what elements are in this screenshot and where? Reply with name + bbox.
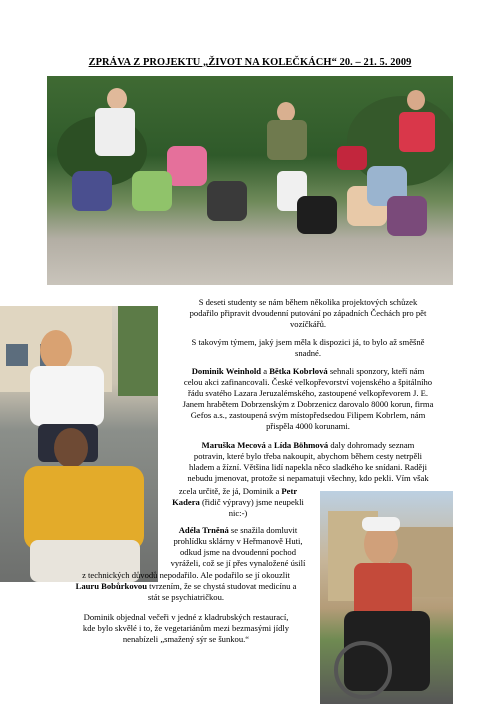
group-photo xyxy=(47,76,453,285)
text-p5-line1 xyxy=(158,525,318,536)
name-adela-trnena: Adéla Trněná xyxy=(178,525,229,535)
text-p3-line4: Janem hrabětem Dobrzenským z Dobrzenicz darovalo 8000 korun, firma xyxy=(182,399,434,409)
text-p4-line4: nebudu jmenovat, protože si nepamatuji všechny, kdo pekli. Vím však xyxy=(187,473,429,483)
text-and-2: a xyxy=(265,440,274,450)
text-p4-rest: daly dohromady seznam xyxy=(328,440,415,450)
text-p3-rest: sehnali sponzory, kteří nám xyxy=(327,366,425,376)
name-lida-bohmova: Lída Böhmová xyxy=(273,440,329,450)
text-p3-line5: Gefos a.s., zastoupená svým místopředsedou Filipem Kobrlem, nám xyxy=(190,410,426,420)
page-title: ZPRÁVA Z PROJEKTU „ŽIVOT NA KOLEČKÁCH“ 20. – 21. 5. 2009 xyxy=(88,57,412,68)
wheelchair-photo-right xyxy=(320,491,453,704)
text-p1-line1: S deseti studenty se nám během několika projektových schůzek xyxy=(198,297,418,307)
text-p4-line6 xyxy=(158,497,318,508)
text-p4-line5 xyxy=(158,486,318,497)
name-kadera: Kadera xyxy=(172,497,200,507)
text-p5-l1: se snažila domluvit xyxy=(228,525,298,535)
text-p2-line1: S takovým týmem, jaký jsem měla k dispozici já, to bylo až směšně xyxy=(191,337,425,347)
text-p5-l6: tvrzením, že se chystá studovat medicínu a xyxy=(147,581,297,591)
name-dominik-weinhold: Dominik Weinhold xyxy=(191,366,262,376)
text-p4-line2: potravin, které bylo třeba nakoupit, abychom během cesty netrpěli xyxy=(193,451,423,461)
text-p5-line2: prohlídku sklárny v Heřmanově Huti, xyxy=(173,536,303,546)
text-p1-line2: podařilo připravit dvoudenní putování po západních Čechách pro pět xyxy=(189,308,427,318)
text-and: a xyxy=(261,366,270,376)
text-p4-line1 xyxy=(158,440,458,451)
name-maruska-mecova: Maruška Mecová xyxy=(201,440,266,450)
text-p5-line7: stát se psychiatričkou. xyxy=(147,592,225,602)
text-p4-line7: nic:-) xyxy=(228,508,248,518)
text-p6-line1: Dominik objednal večeři v jedné z kladrubských restaurací, xyxy=(83,612,289,622)
text-p5-line4: vyráželi, což se jí přes vynaložené úsilí xyxy=(170,558,306,568)
name-betka-kobrlova: Bětka Kobrlová xyxy=(269,366,328,376)
text-p3-line1 xyxy=(158,366,458,377)
wheelchair-photo-left xyxy=(0,306,158,582)
text-p3-line6: přispěla 4000 korunami. xyxy=(266,421,350,431)
text-p5-line3: odkud jsme na dvoudenní pochod xyxy=(180,547,296,557)
text-p4-l6: (řidič výpravy) jsme neupekli xyxy=(199,497,304,507)
name-laura-boburkova: Lauru Bobůrkovou xyxy=(75,581,147,591)
text-p6-line3: nenabízeli „smažený sýr se šunkou.“ xyxy=(122,634,250,644)
text-p3-line2: celou akci zafinancovali. České velkopřevorství vojenského a špitálního xyxy=(183,377,433,387)
text-p4-l5: zcela určitě, že já, Dominik a xyxy=(178,486,282,496)
text-p5-line5: z technických důvodů nepodařilo. Ale podařilo se jí okouzlit xyxy=(82,570,290,580)
text-p3-line3: řádu svatého Lazara Jeruzalémského, zastoupené velkopřevorem J. E. xyxy=(187,388,429,398)
text-p4-line3: hladem a žízní. Většina lidí napekla něco sladkého ke snídani. Raději xyxy=(188,462,427,472)
text-p6-line2: kde bylo skvělé i to, že vegetariánům mezi bezmasými jídly xyxy=(82,623,290,633)
text-p5-line6 xyxy=(54,581,318,592)
text-p2-line2: snadné. xyxy=(294,348,321,358)
text-p1-line3: vozíčkářů. xyxy=(289,319,327,329)
name-petr: Petr xyxy=(281,486,298,496)
